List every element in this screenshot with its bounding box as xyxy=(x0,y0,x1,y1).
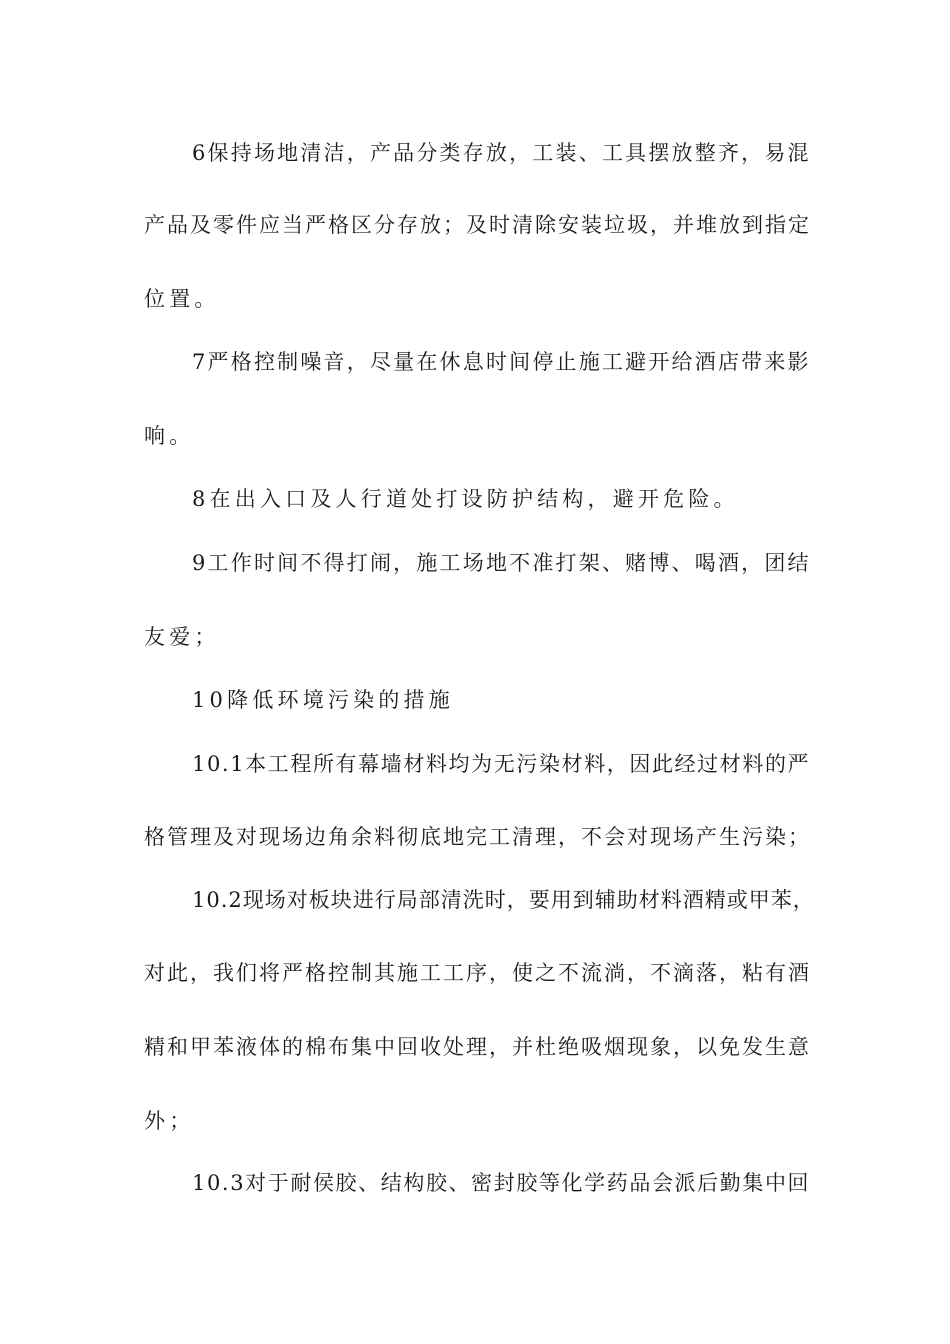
paragraph-line: 外； xyxy=(144,1109,195,1133)
paragraph-line: 10.3对于耐侯胶、结构胶、密封胶等化学药品会派后勤集中回 xyxy=(192,1171,811,1195)
paragraph-line: 6保持场地清洁，产品分类存放，工装、工具摆放整齐，易混 xyxy=(192,141,811,165)
paragraph-line: 10.1本工程所有幕墙材料均为无污染材料，因此经过材料的严 xyxy=(192,752,811,776)
paragraph-line: 位置。 xyxy=(144,287,220,311)
paragraph-line: 精和甲苯液体的棉布集中回收处理，并杜绝吸烟现象，以免发生意 xyxy=(144,1035,811,1059)
paragraph-line: 9工作时间不得打闹，施工场地不准打架、赌博、喝酒，团结 xyxy=(192,551,811,575)
paragraph-line: 对此，我们将严格控制其施工工序，使之不流淌，不滴落，粘有酒 xyxy=(144,961,811,985)
paragraph-line: 友爱； xyxy=(144,625,220,649)
paragraph-line: 10.2现场对板块进行局部清洗时，要用到辅助材料酒精或甲苯， xyxy=(192,888,815,912)
paragraph-line: 产品及零件应当严格区分存放；及时清除安装垃圾，并堆放到指定 xyxy=(144,213,811,237)
paragraph-line: 7严格控制噪音，尽量在休息时间停止施工避开给酒店带来影 xyxy=(192,350,811,374)
section-heading: 10降低环境污染的措施 xyxy=(192,688,454,712)
paragraph-line: 响。 xyxy=(144,424,195,448)
paragraph-line: 格管理及对现场边角余料彻底地完工清理，不会对现场产生污染； xyxy=(144,825,811,849)
paragraph-line: 8在出入口及人行道处打设防护结构，避开危险。 xyxy=(192,487,739,511)
